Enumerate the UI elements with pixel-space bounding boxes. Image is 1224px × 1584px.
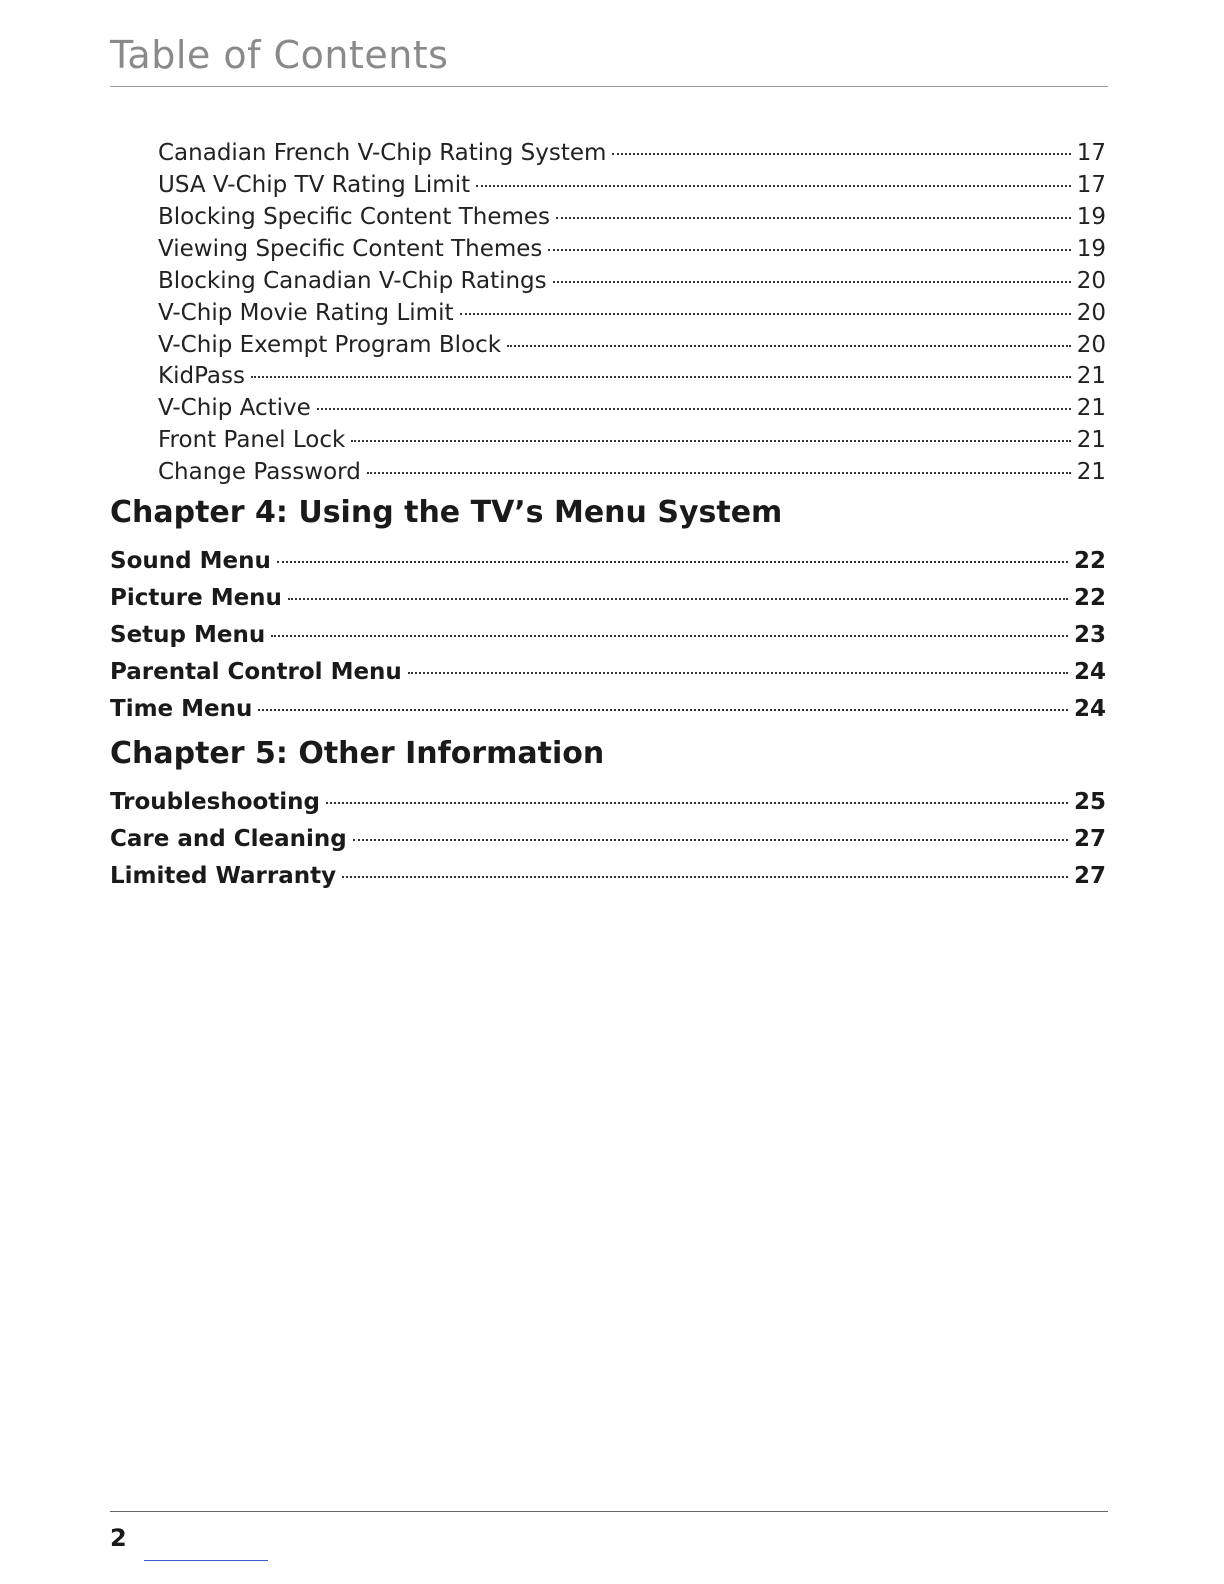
toc-entry[interactable] [110, 617, 1106, 653]
toc-entry-label: Viewing Specific Content Themes [158, 236, 543, 262]
dot-leader [476, 162, 1071, 187]
toc-entry[interactable] [158, 454, 1106, 488]
title-divider [110, 86, 1108, 87]
toc-entry-label: Picture Menu [110, 585, 282, 611]
toc-entry-page: 22 [1073, 585, 1106, 611]
footer-link-underline [144, 1560, 268, 1561]
dot-leader [460, 290, 1071, 315]
toc-entry-page: 19 [1076, 204, 1106, 230]
dot-leader [353, 816, 1068, 841]
toc-entry-label: Sound Menu [110, 548, 271, 574]
dot-leader [556, 194, 1071, 219]
toc-entry-label: Parental Control Menu [110, 659, 402, 685]
toc-entry-label: Blocking Specific Content Themes [158, 204, 551, 230]
page-number: 2 [110, 1524, 127, 1552]
toc-entry-page: 24 [1073, 659, 1106, 685]
toc-entry-page: 25 [1073, 789, 1106, 815]
toc-entry-page: 20 [1076, 300, 1106, 326]
toc-entry-page: 19 [1076, 236, 1106, 262]
dot-leader [288, 575, 1068, 600]
toc-entry-page: 23 [1073, 622, 1106, 648]
dot-leader [612, 130, 1070, 155]
toc-entry-page: 21 [1076, 459, 1106, 485]
toc-entry-page: 21 [1076, 363, 1106, 389]
toc-entry-label: Troubleshooting [110, 789, 321, 815]
dot-leader [277, 538, 1068, 563]
toc-entry-label: V-Chip Active [158, 395, 311, 421]
toc-entry[interactable] [110, 821, 1106, 857]
dot-leader [258, 686, 1068, 711]
toc-entry-page: 20 [1076, 332, 1106, 358]
toc-entry-label: Setup Menu [110, 622, 266, 648]
dot-leader [251, 353, 1071, 378]
dot-leader [507, 322, 1071, 347]
toc-entry-page: 20 [1076, 268, 1106, 294]
toc-entry-label: Change Password [158, 459, 361, 485]
toc-entry-page: 17 [1076, 140, 1106, 166]
dot-leader [548, 226, 1070, 251]
dot-leader [326, 779, 1068, 804]
toc-entry[interactable] [110, 580, 1106, 616]
dot-leader [271, 612, 1068, 637]
toc-entry-page: 22 [1073, 548, 1106, 574]
chapter-5-heading: Chapter 5: Other Information [110, 736, 605, 771]
dot-leader [342, 853, 1068, 878]
toc-entry[interactable] [110, 784, 1106, 820]
toc-entry-label: Blocking Canadian V-Chip Ratings [158, 268, 547, 294]
dot-leader [553, 258, 1071, 283]
dot-leader [408, 649, 1068, 674]
dot-leader [351, 417, 1070, 442]
toc-entry-label: V-Chip Exempt Program Block [158, 332, 502, 358]
toc-entry-label: Canadian French V-Chip Rating System [158, 140, 607, 166]
toc-entry-page: 21 [1076, 427, 1106, 453]
toc-entry-page: 27 [1073, 863, 1106, 889]
toc-entry[interactable] [110, 691, 1106, 727]
toc-entry-label: V-Chip Movie Rating Limit [158, 300, 454, 326]
dot-leader [367, 449, 1071, 474]
toc-entry-page: 24 [1073, 696, 1106, 722]
toc-entry-page: 21 [1076, 395, 1106, 421]
toc-entry-page: 27 [1073, 826, 1106, 852]
page-title: Table of Contents [110, 33, 449, 77]
toc-entry-label: Time Menu [110, 696, 253, 722]
toc-entry[interactable] [110, 654, 1106, 690]
toc-entry-label: Front Panel Lock [158, 427, 346, 453]
dot-leader [317, 385, 1071, 410]
toc-entry-label: USA V-Chip TV Rating Limit [158, 172, 471, 198]
toc-entry-label: KidPass [158, 363, 245, 389]
toc-entry-page: 17 [1076, 172, 1106, 198]
chapter-4-heading: Chapter 4: Using the TV’s Menu System [110, 495, 783, 530]
toc-entry[interactable] [110, 858, 1106, 894]
toc-entry-label: Care and Cleaning [110, 826, 347, 852]
footer-divider [110, 1511, 1108, 1512]
toc-entry[interactable] [110, 543, 1106, 579]
toc-entry-label: Limited Warranty [110, 863, 337, 889]
